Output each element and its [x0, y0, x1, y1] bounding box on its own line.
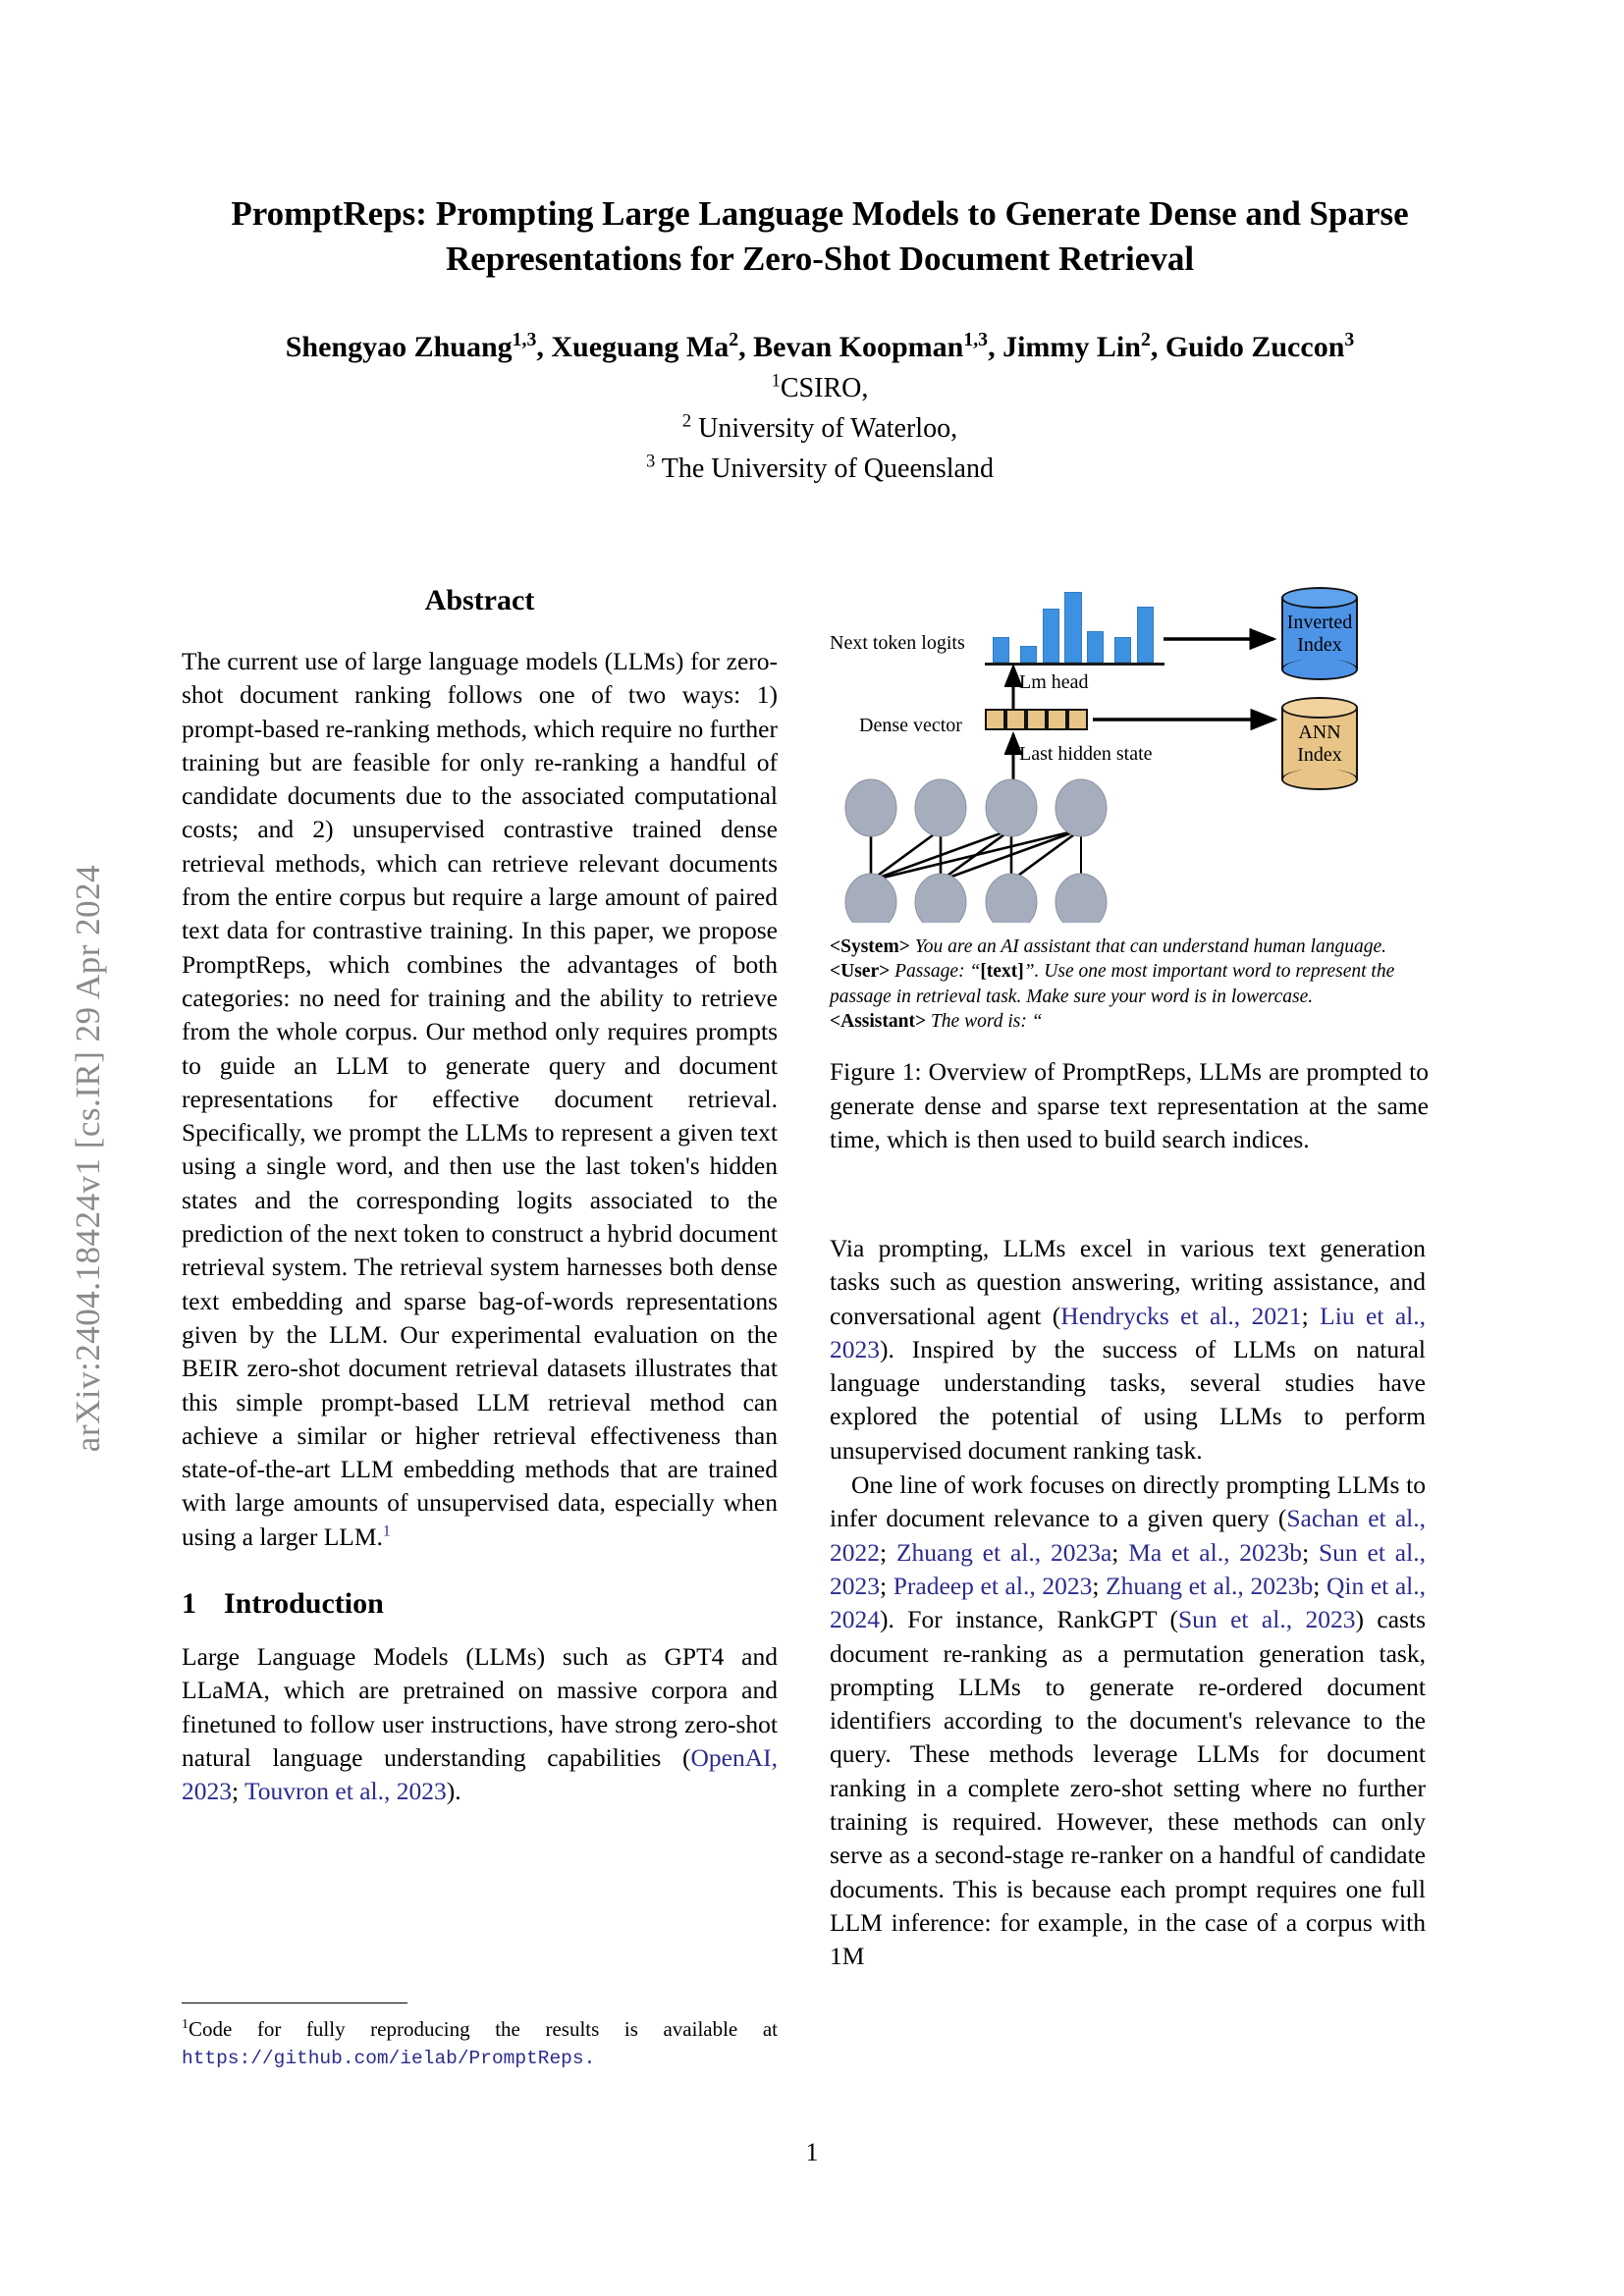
inverted-index-cylinder [1281, 587, 1358, 680]
inverted-index-label [1281, 587, 1358, 680]
arxiv-stamp: arXiv:2404.18424v1 [cs.IR] 29 Apr 2024 [69, 864, 107, 1453]
bar-2 [1020, 646, 1037, 663]
transformer-node-graph [830, 771, 1154, 923]
figure-caption: Figure 1: Overview of PromptReps, LLMs are prompted to generate dense and sparse text representation at the same time, which is then used to build search indices. [830, 1057, 1429, 1153]
figure-diagram [830, 569, 1429, 933]
left-column [182, 584, 778, 1809]
dense-cell-4 [1047, 709, 1067, 730]
bar-5 [1087, 631, 1104, 663]
prompt-tag-assistant: <Assistant> [830, 1011, 927, 1033]
prompt-text-placeholder: [text] [980, 961, 1024, 983]
label-lm-head: Lm head [1019, 671, 1089, 693]
section-title: Introduction [224, 1587, 384, 1621]
inverted-index-line1: Inverted [1286, 611, 1353, 633]
label-next-token-logits: Next token logits [830, 632, 965, 654]
footnote-text [182, 2016, 778, 2072]
footnote-body: Code for fully reproducing the results is available at [188, 2017, 778, 2041]
dense-cell-1 [985, 709, 1005, 730]
prompt-tag-system: <System> [830, 936, 910, 957]
section-number: 1 [182, 1587, 196, 1621]
ann-index-line2: Index [1297, 743, 1342, 766]
abstract-text: The current use of large language models (LLMs) for zero-shot document ranking follows one of two ways: 1) prompt-based re-ranking methods, which require no further training but are feasible for only re-ranking a handful of candidate documents due to the associated computational costs; and 2) unsupervised contrastive trained dense retrieval methods, which can retrieve relevant documents from the entire corpus but require a large amount of paired text data for contrastive training. In this paper, we propose PromptReps, which combines the advantages of both categories: no need for training and the ability to retrieve from the whole corpus. Our method only requires prompts to guide an LLM to generate query and document representations for effective document retrieval. Specifically, we prompt the LLMs to represent a given text using a single word, and then use the last token's hidden states and the corresponding logits associated to the prediction of the next token to construct a hybrid document retrieval system. The retrieval system harnesses both dense text embedding and sparse bag-of-words representations given by the LLM. Our experimental evaluation on the BEIR zero-shot document retrieval datasets illustrates that this simple prompt-based LLM retrieval method can achieve a similar or higher retrieval effectiveness than state-of-the-art LLM embedding methods that are trained with large amounts of unsupervised data, especially when using a larger LLM.$^1$ [182, 647, 778, 1551]
footnote-marker: 1 [182, 2016, 189, 2031]
bar-7 [1137, 607, 1154, 663]
bar-6 [1114, 637, 1131, 663]
page-number: 1 [805, 2138, 819, 2166]
author-line: Shengyao Zhuang$^{1,3}$, Xueguang Ma$^2$, Bevan Koopman$^{1,3}$, Jimmy Lin$^2$, Guido Zuccon$^3$ [285, 329, 1355, 364]
ann-index-line1: ANN [1298, 721, 1341, 743]
footnote-rule [182, 2002, 407, 2003]
logits-bar-chart [990, 579, 1157, 663]
right-paragraph-1: Via prompting, LLMs excel in various text generation tasks such as question answering, writing assistance, and conversational agent (Hendrycks et al., 2021; Liu et al., 2023). Inspired by the success of LLMs on natural language understanding tasks, several studies have explored the potential of using LLMs to perform unsupervised document ranking task. [830, 1234, 1426, 1465]
dense-cell-3 [1026, 709, 1047, 730]
label-last-hidden-state: Last hidden state [1019, 743, 1153, 765]
prompt-tag-user: <User> [830, 961, 891, 983]
bar-4 [1064, 592, 1082, 663]
page-title: PromptReps: Prompting Large Language Models to Generate Dense and Sparse Representations for Zero-Shot Document Retrieval [231, 194, 1409, 279]
arrow-logits-to-inverted-index [1164, 628, 1291, 650]
title-block [177, 191, 1463, 483]
right-column [830, 1232, 1426, 1974]
prompt-line-assistant [830, 1009, 1429, 1034]
prompt-line-user [830, 959, 1429, 1009]
prompt-text-user-pre: Passage: “ [890, 961, 981, 983]
intro-paragraph-1: Large Language Models (LLMs) such as GPT4 and LLaMA, which are pretrained on massive corpora and finetuned to follow user instructions, have strong zero-shot natural language understanding capabilities (OpenAI, 2023; Touvron et al., 2023). [182, 1642, 778, 1806]
authors-block [177, 329, 1463, 485]
prompt-text-assistant: The word is: “ [926, 1011, 1043, 1033]
dense-vector-cells [985, 709, 1088, 730]
prompt-line-system [830, 934, 1429, 959]
dense-cell-2 [1005, 709, 1026, 730]
arrow-dense-to-ann-index [1093, 709, 1289, 730]
figure-1 [830, 569, 1429, 1156]
footnote-block [182, 2002, 778, 2072]
bar-1 [993, 637, 1009, 663]
ann-index-cylinder [1281, 697, 1358, 790]
prompt-text-system: You are an AI assistant that can understand human language. [909, 936, 1386, 957]
right-paragraph-2: One line of work focuses on directly prompting LLMs to infer document relevance to a given query (Sachan et al., 2022; Zhuang et al., 2023a; Ma et al., 2023b; Sun et al., 2023; Pradeep et al., 2023; Zhuang et al., 2023b; Qin et al., 2024). For instance, RankGPT (Sun et al., 2023) casts document re-ranking as a permutation generation task, prompting LLMs to generate re-ordered document identifiers according to the document's relevance to the query. These methods leverage LLMs for document ranking in a complete zero-shot setting where no further training is required. However, these methods can only serve as a second-stage re-ranker on a handful of candidate documents. This is because each prompt requires one full LLM inference: for example, in the case of a corpus with 1M [830, 1470, 1427, 1971]
prompt-example-block [830, 934, 1429, 1034]
label-dense-vector: Dense vector [859, 715, 962, 736]
footnote-link[interactable]: https://github.com/ielab/PromptReps. [182, 2047, 596, 2069]
inverted-index-line2: Index [1297, 633, 1342, 656]
abstract-heading: Abstract [424, 584, 535, 616]
section-heading-introduction [182, 1587, 778, 1621]
affiliation-1: $^1$CSIRO, [771, 371, 869, 404]
affiliation-2: $^2$ University of Waterloo, [681, 411, 958, 445]
ann-index-label [1281, 697, 1358, 790]
affiliation-3: $^3$ The University of Queensland [646, 452, 994, 485]
prompt-text-user-post: ”. Use one most important word to represent the passage in retrieval task. Make sure your word is in lowercase. [830, 961, 1395, 1007]
dense-cell-5 [1067, 709, 1088, 730]
bar-3 [1043, 609, 1059, 663]
